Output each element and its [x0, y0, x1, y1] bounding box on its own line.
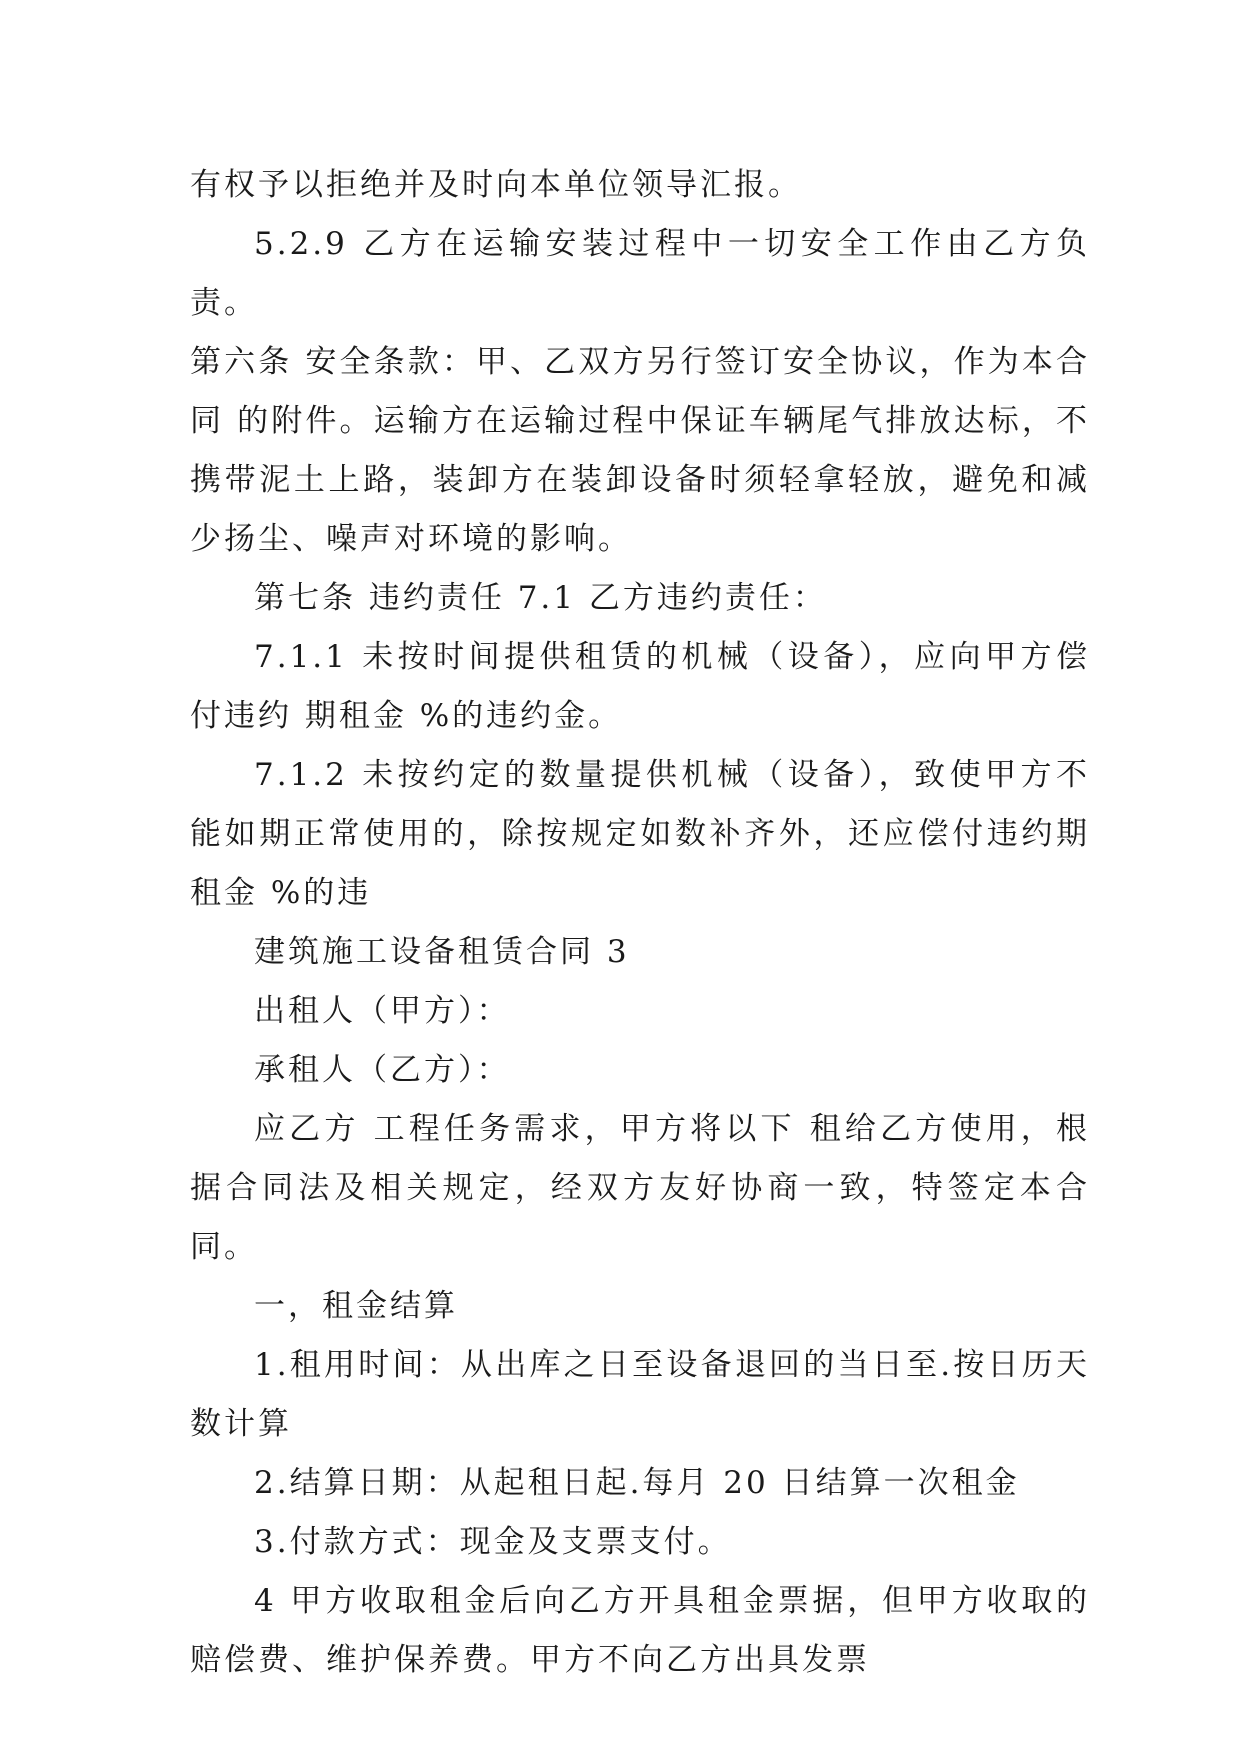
paragraph: 第七条 违约责任 7.1 乙方违约责任：	[254, 580, 827, 616]
clause-item: 4 甲方收取租金后向乙方开具租金票据，但甲方收取的赔偿费、维护保养费。甲方不向乙方出具发票	[190, 1583, 1090, 1678]
clause-heading: 一，租金结算	[254, 1288, 458, 1324]
section-title: 建筑施工设备租赁合同 3	[254, 934, 630, 970]
clause-item: 1.租用时间：从出库之日至设备退回的当日至.按日历天数计算	[190, 1347, 1090, 1442]
paragraph: 7.1.2 未按约定的数量提供机械（设备），致使甲方不能如期正常使用的，除按规定如数补齐外，还应偿付违约期租金 %的违	[190, 757, 1090, 911]
paragraph: 第六条 安全条款：甲、乙双方另行签订安全协议，作为本合同 的附件。运输方在运输过程中保证车辆尾气排放达标，不携带泥土上路，装卸方在装卸设备时须轻拿轻放，避免和减少扬尘、噪声对环境的影响。	[190, 344, 1090, 557]
paragraph: 7.1.1 未按时间提供租赁的机械（设备），应向甲方偿付违约 期租金 %的违约金。	[190, 639, 1090, 734]
paragraph: 应乙方 工程任务需求，甲方将以下 租给乙方使用，根据合同法及相关规定，经双方友好协商一致，特签定本合同。	[190, 1111, 1090, 1265]
paragraph: 5.2.9 乙方在运输安装过程中一切安全工作由乙方负责。	[190, 226, 1090, 321]
clause-item: 2.结算日期：从起租日起.每月 20 日结算一次租金	[254, 1465, 1020, 1501]
clause-item: 3.付款方式：现金及支票支付。	[254, 1524, 732, 1560]
party-line-lessor: 出租人（甲方）：	[254, 993, 511, 1029]
paragraph: 有权予以拒绝并及时向本单位领导汇报。	[190, 167, 802, 203]
document-body	[190, 156, 1090, 1690]
party-line-lessee: 承租人（乙方）：	[254, 1052, 511, 1088]
